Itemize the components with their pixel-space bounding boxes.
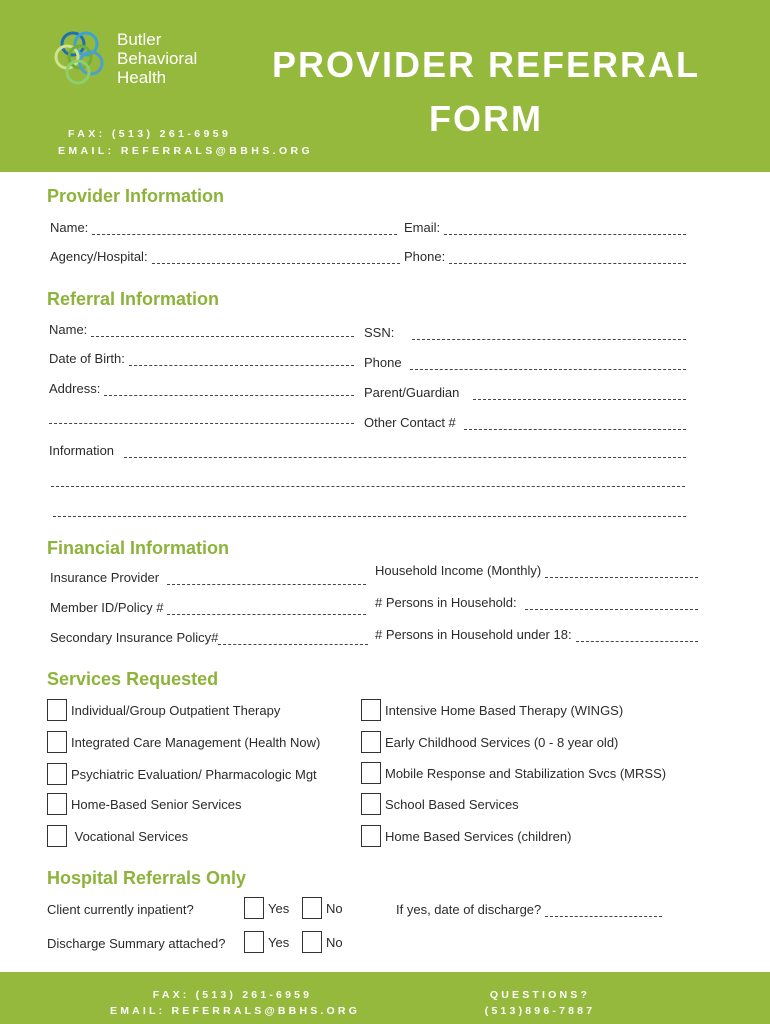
household-income-label: Household Income (Monthly) xyxy=(375,563,542,578)
checkbox-icon[interactable] xyxy=(361,762,381,784)
referral-information-label: Information xyxy=(49,443,115,458)
hospital-section-title: Hospital Referrals Only xyxy=(47,868,247,888)
service-label: Psychiatric Evaluation/ Pharmacologic Mgt xyxy=(71,766,317,782)
service-checkbox-left-0[interactable] xyxy=(47,699,280,721)
referral-other-contact-label: Other Contact # xyxy=(364,415,456,430)
header-email: EMAIL: REFERRALS@BBHS.ORG xyxy=(58,145,314,157)
referral-section-title: Referral Information xyxy=(47,289,220,309)
provider-agency-field[interactable] xyxy=(50,249,400,264)
provider-agency-label: Agency/Hospital: xyxy=(50,249,148,264)
secondary-insurance-field[interactable] xyxy=(50,630,368,645)
checkbox-icon[interactable] xyxy=(302,931,322,953)
service-checkbox-right-4[interactable] xyxy=(361,825,571,847)
inpatient-yes-checkbox[interactable] xyxy=(244,897,289,919)
service-checkbox-left-4[interactable] xyxy=(47,825,188,847)
member-id-label: Member ID/Policy # xyxy=(50,600,164,615)
service-label: Early Childhood Services (0 - 8 year old) xyxy=(385,734,619,750)
persons-household-field[interactable] xyxy=(375,595,698,610)
referral-other-contact-line xyxy=(464,418,686,430)
persons-under-18-field[interactable] xyxy=(375,627,698,642)
referral-phone-label: Phone xyxy=(364,355,402,370)
persons-under-18-line xyxy=(576,630,698,642)
no-label: No xyxy=(326,900,343,916)
referral-information-line-2[interactable] xyxy=(51,486,685,487)
footer-questions xyxy=(470,987,610,1019)
header-fax: FAX: (513) 261-6959 xyxy=(68,128,232,140)
referral-phone-field[interactable] xyxy=(364,355,686,370)
provider-email-label: Email: xyxy=(404,220,441,235)
checkbox-icon[interactable] xyxy=(361,699,381,721)
checkbox-icon[interactable] xyxy=(361,793,381,815)
provider-phone-field[interactable] xyxy=(404,249,686,264)
checkbox-icon[interactable] xyxy=(47,793,67,815)
referral-name-field[interactable] xyxy=(49,322,354,337)
referral-phone-line xyxy=(410,358,686,370)
footer-questions-label: QUESTIONS? xyxy=(489,989,591,1001)
footer-contact xyxy=(110,987,361,1019)
member-id-field[interactable] xyxy=(50,600,366,615)
logo-line-1: Butler xyxy=(117,30,162,49)
header-contact xyxy=(58,126,313,160)
referral-ssn-line xyxy=(412,328,686,340)
checkbox-icon[interactable] xyxy=(47,731,67,753)
service-label: Individual/Group Outpatient Therapy xyxy=(71,702,281,718)
secondary-insurance-label: Secondary Insurance Policy# xyxy=(50,630,219,645)
secondary-insurance-line xyxy=(218,633,368,645)
page-title xyxy=(262,38,710,146)
summary-question xyxy=(47,936,225,951)
referral-address-line xyxy=(104,384,354,396)
referral-address-field[interactable] xyxy=(49,381,354,396)
persons-household-label: # Persons in Household: xyxy=(375,595,517,610)
referral-ssn-field[interactable] xyxy=(364,325,686,340)
summary-yes-checkbox[interactable] xyxy=(244,931,289,953)
referral-ssn-label: SSN: xyxy=(364,325,395,340)
insurance-provider-line xyxy=(167,573,366,585)
checkbox-icon[interactable] xyxy=(244,897,264,919)
provider-name-line xyxy=(92,223,397,235)
service-checkbox-left-1[interactable] xyxy=(47,731,320,753)
service-label: School Based Services xyxy=(385,796,519,812)
checkbox-icon[interactable] xyxy=(47,825,67,847)
checkbox-icon[interactable] xyxy=(47,763,67,785)
financial-section-title: Financial Information xyxy=(47,538,230,558)
inpatient-question xyxy=(47,902,194,917)
yes-label: Yes xyxy=(268,900,290,916)
persons-under-18-label: # Persons in Household under 18: xyxy=(375,627,572,642)
service-label: Intensive Home Based Therapy (WINGS) xyxy=(385,702,624,718)
provider-name-label: Name: xyxy=(50,220,89,235)
checkbox-icon[interactable] xyxy=(361,825,381,847)
checkbox-icon[interactable] xyxy=(361,731,381,753)
referral-guardian-field[interactable] xyxy=(364,385,686,400)
service-checkbox-right-2[interactable] xyxy=(361,762,666,784)
header-banner xyxy=(0,0,770,172)
title-line-1: PROVIDER REFERRAL xyxy=(271,44,701,85)
household-income-field[interactable] xyxy=(375,563,698,578)
referral-information-line xyxy=(124,446,686,458)
service-label: Home Based Services (children) xyxy=(385,828,572,844)
persons-household-line xyxy=(525,598,698,610)
checkbox-icon[interactable] xyxy=(302,897,322,919)
service-checkbox-right-1[interactable] xyxy=(361,731,618,753)
referral-guardian-line xyxy=(473,388,686,400)
footer-fax: FAX: (513) 261-6959 xyxy=(152,989,313,1001)
household-income-line xyxy=(545,566,698,578)
summary-label: Discharge Summary attached? xyxy=(47,936,226,951)
referral-information-field[interactable] xyxy=(49,443,686,458)
referral-dob-field[interactable] xyxy=(49,351,354,366)
title-line-2: FORM xyxy=(429,98,543,139)
referral-address-label: Address: xyxy=(49,381,101,396)
referral-dob-line xyxy=(129,354,354,366)
insurance-provider-field[interactable] xyxy=(50,570,366,585)
service-label: Home-Based Senior Services xyxy=(71,796,242,812)
logo-line-3: Health xyxy=(117,68,167,87)
service-label: Integrated Care Management (Health Now) xyxy=(71,734,321,750)
service-checkbox-left-2[interactable] xyxy=(47,763,317,785)
yes-label: Yes xyxy=(268,934,290,950)
service-label: Vocational Services xyxy=(71,828,189,844)
checkbox-icon[interactable] xyxy=(47,699,67,721)
referral-guardian-label: Parent/Guardian xyxy=(364,385,460,400)
logo xyxy=(52,30,242,94)
logo-circles-icon xyxy=(52,30,112,92)
provider-email-field[interactable] xyxy=(404,220,686,235)
provider-email-line xyxy=(444,223,686,235)
member-id-line xyxy=(167,603,366,615)
service-checkbox-right-0[interactable] xyxy=(361,699,623,721)
referral-address-line-2[interactable] xyxy=(49,423,354,424)
referral-name-line xyxy=(91,325,354,337)
service-checkbox-left-3[interactable] xyxy=(47,793,242,815)
referral-dob-label: Date of Birth: xyxy=(49,351,125,366)
logo-line-2: Behavioral xyxy=(117,49,198,68)
no-label: No xyxy=(326,934,343,950)
inpatient-no-checkbox[interactable] xyxy=(302,897,343,919)
footer-phone: (513)896-7887 xyxy=(484,1005,596,1017)
footer-banner xyxy=(0,972,770,1024)
discharge-date-label: If yes, date of discharge? xyxy=(396,902,542,917)
checkbox-icon[interactable] xyxy=(244,931,264,953)
inpatient-label: Client currently inpatient? xyxy=(47,902,194,917)
referral-other-contact-field[interactable] xyxy=(364,415,686,430)
provider-name-field[interactable] xyxy=(50,220,397,235)
service-checkbox-right-3[interactable] xyxy=(361,793,519,815)
discharge-date-line xyxy=(545,905,662,917)
summary-no-checkbox[interactable] xyxy=(302,931,343,953)
referral-name-label: Name: xyxy=(49,322,88,337)
provider-agency-line xyxy=(152,252,400,264)
services-section-title: Services Requested xyxy=(47,669,219,689)
logo-text xyxy=(117,30,197,87)
referral-information-line-3[interactable] xyxy=(53,516,686,517)
insurance-provider-label: Insurance Provider xyxy=(50,570,160,585)
provider-phone-label: Phone: xyxy=(404,249,446,264)
footer-email: EMAIL: REFERRALS@BBHS.ORG xyxy=(110,1005,361,1017)
provider-section-title: Provider Information xyxy=(47,186,225,206)
discharge-date-field[interactable] xyxy=(396,902,662,917)
service-label: Mobile Response and Stabilization Svcs (MRSS) xyxy=(385,765,667,781)
provider-phone-line xyxy=(449,252,686,264)
